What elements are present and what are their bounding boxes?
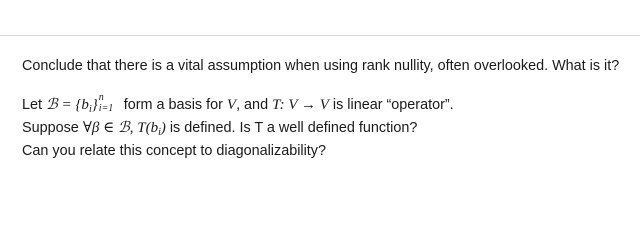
basis-line-lead: Let: [22, 97, 47, 113]
diagonalizability-line: Can you relate this concept to diagonalizability?: [22, 143, 326, 159]
basis-range: [98, 92, 120, 114]
basis-line-and: , and: [236, 97, 273, 113]
basis-set-close: }: [91, 97, 98, 113]
quantifier-math: [83, 120, 166, 136]
basis-line-end: is linear “operator”.: [328, 97, 454, 113]
quantifier-open: ∀β ∈ ℬ, T(b: [82, 120, 159, 136]
definition-line-end: is defined. Is T a well defined function?: [165, 120, 418, 136]
basis-upper-limit: n: [98, 92, 104, 103]
definition-line-lead: Suppose: [22, 120, 83, 136]
basis-lower-limit: i=1: [98, 103, 114, 114]
top-divider: [0, 35, 640, 36]
quantifier-index-sub: i: [158, 127, 161, 138]
quantifier-close: ): [160, 120, 166, 136]
definition-line: [22, 119, 627, 142]
basis-set-math: [46, 97, 98, 113]
operator-map-math: T: V → V: [272, 97, 329, 113]
question-paragraph: Conclude that there is a vital assumption when using rank nullity, often overlooked. What is it?: [22, 58, 620, 74]
basis-line-mid: form a basis for: [119, 97, 227, 113]
basis-index-sub: i: [88, 104, 92, 115]
space-v-math: V: [226, 97, 237, 113]
basis-set-open: ℬ = {b: [46, 97, 89, 113]
basis-line: [22, 93, 627, 119]
problem-text: [22, 57, 627, 160]
